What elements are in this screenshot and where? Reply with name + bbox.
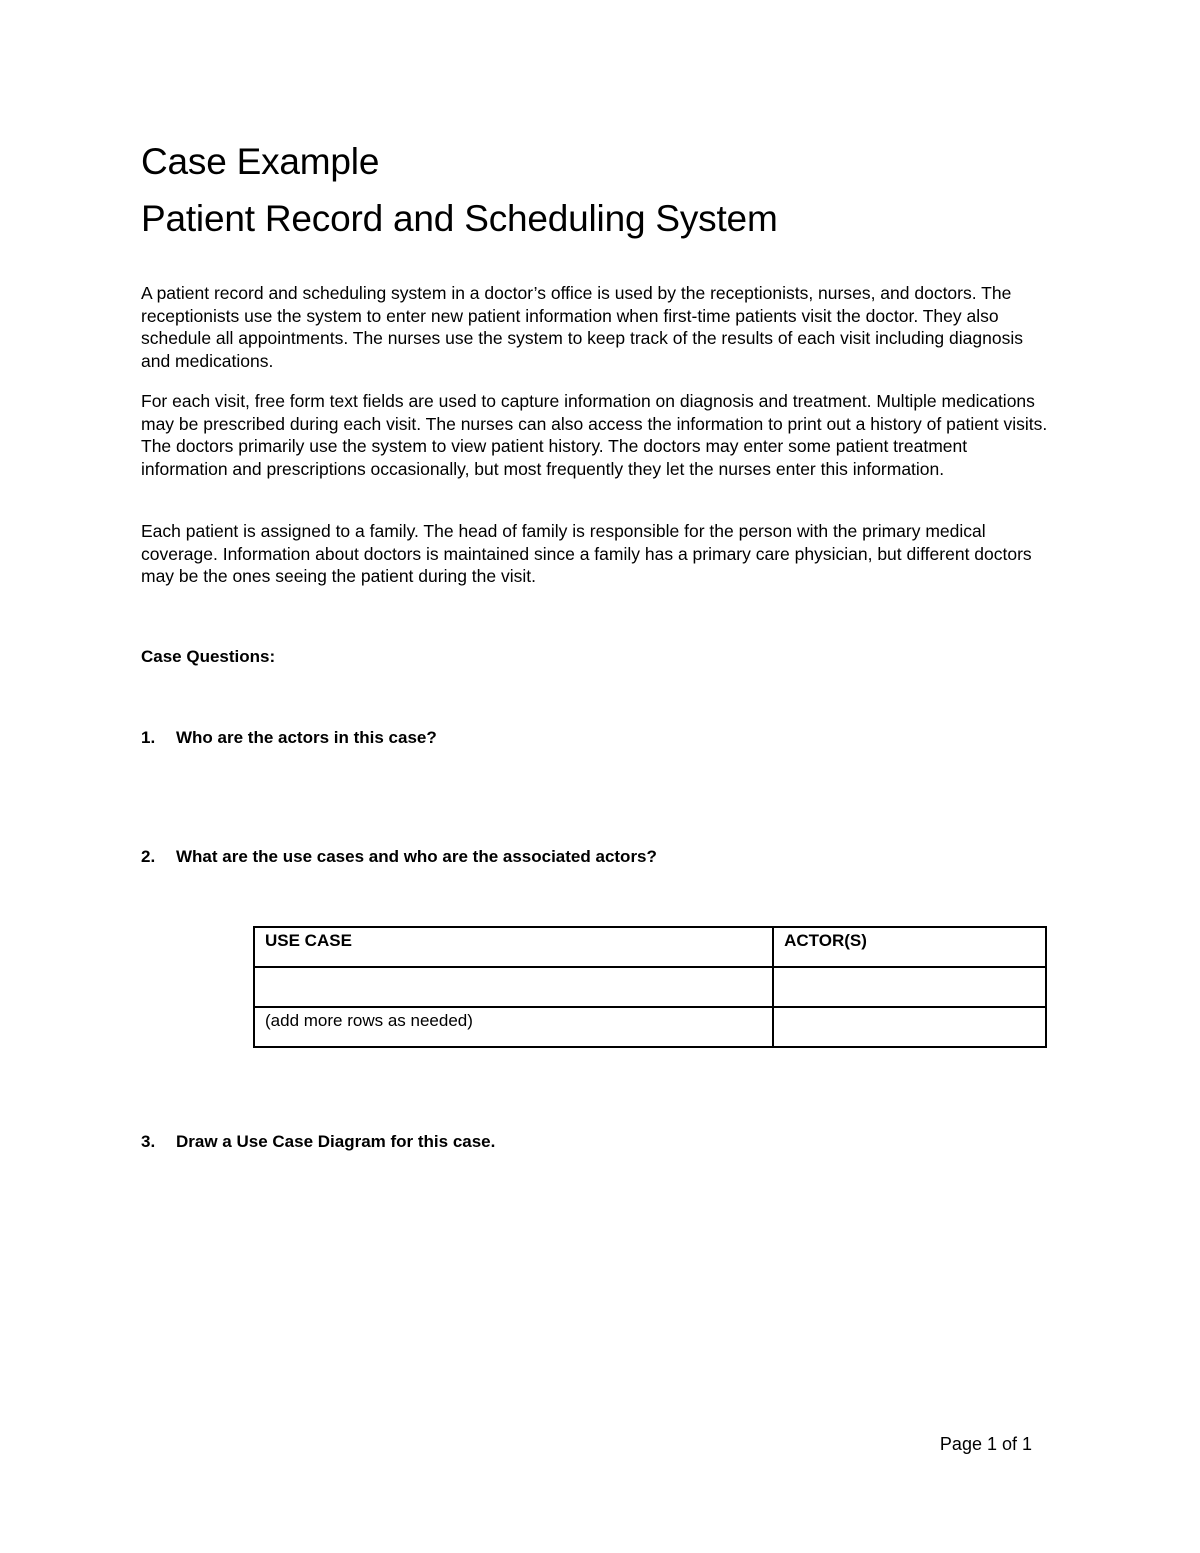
table-cell-actors (773, 1007, 1046, 1047)
paragraph-intro: A patient record and scheduling system in a doctor’s office is used by the receptionists, nurses, and doctors. The receptionists use the system to enter new patient information when first-time patients visit the doctor. They also schedule all appointments. The nurses use the system to keep track of the results of each visit including diagnosis and medications. (141, 283, 1023, 371)
question-1-number: 1. (141, 728, 156, 747)
question-3-text: Draw a Use Case Diagram for this case. (176, 1132, 496, 1151)
paragraph-family: Each patient is assigned to a family. The head of family is responsible for the person with the primary medical coverage. Information about doctors is maintained since a family has a primary care physician, but different doctors may be the ones seeing the patient during the visit. (141, 521, 1032, 586)
paragraph-visits: For each visit, free form text fields are used to capture information on diagnosis and treatment. Multiple medications may be prescribed during each visit. The nurses can also access the information to print out a history of patient visits. The doctors primarily use the system to view patient history. The doctors may enter some patient treatment information and prescriptions occasionally, but most frequently they let the nurses enter this information. (141, 391, 1048, 479)
table-header-use-case: USE CASE (254, 927, 773, 967)
page-footer: Page 1 of 1 (939, 1434, 1032, 1454)
case-questions-heading: Case Questions: (141, 647, 276, 666)
table-header-actors: ACTOR(S) (773, 927, 1046, 967)
table-row (254, 1007, 1046, 1047)
question-2-text: What are the use cases and who are the associated actors? (176, 847, 657, 866)
table-cell-use-case (254, 967, 773, 1007)
question-2-number: 2. (141, 847, 156, 866)
document-title: Case Example (141, 141, 380, 182)
question-1-text: Who are the actors in this case? (176, 728, 437, 747)
table-row (254, 967, 1046, 1007)
use-case-table (253, 926, 1047, 1048)
table-header-row (254, 927, 1046, 967)
table-cell-actors (773, 967, 1046, 1007)
table-cell-use-case: (add more rows as needed) (254, 1007, 773, 1047)
document-subtitle: Patient Record and Scheduling System (141, 198, 778, 239)
question-3-number: 3. (141, 1132, 156, 1151)
